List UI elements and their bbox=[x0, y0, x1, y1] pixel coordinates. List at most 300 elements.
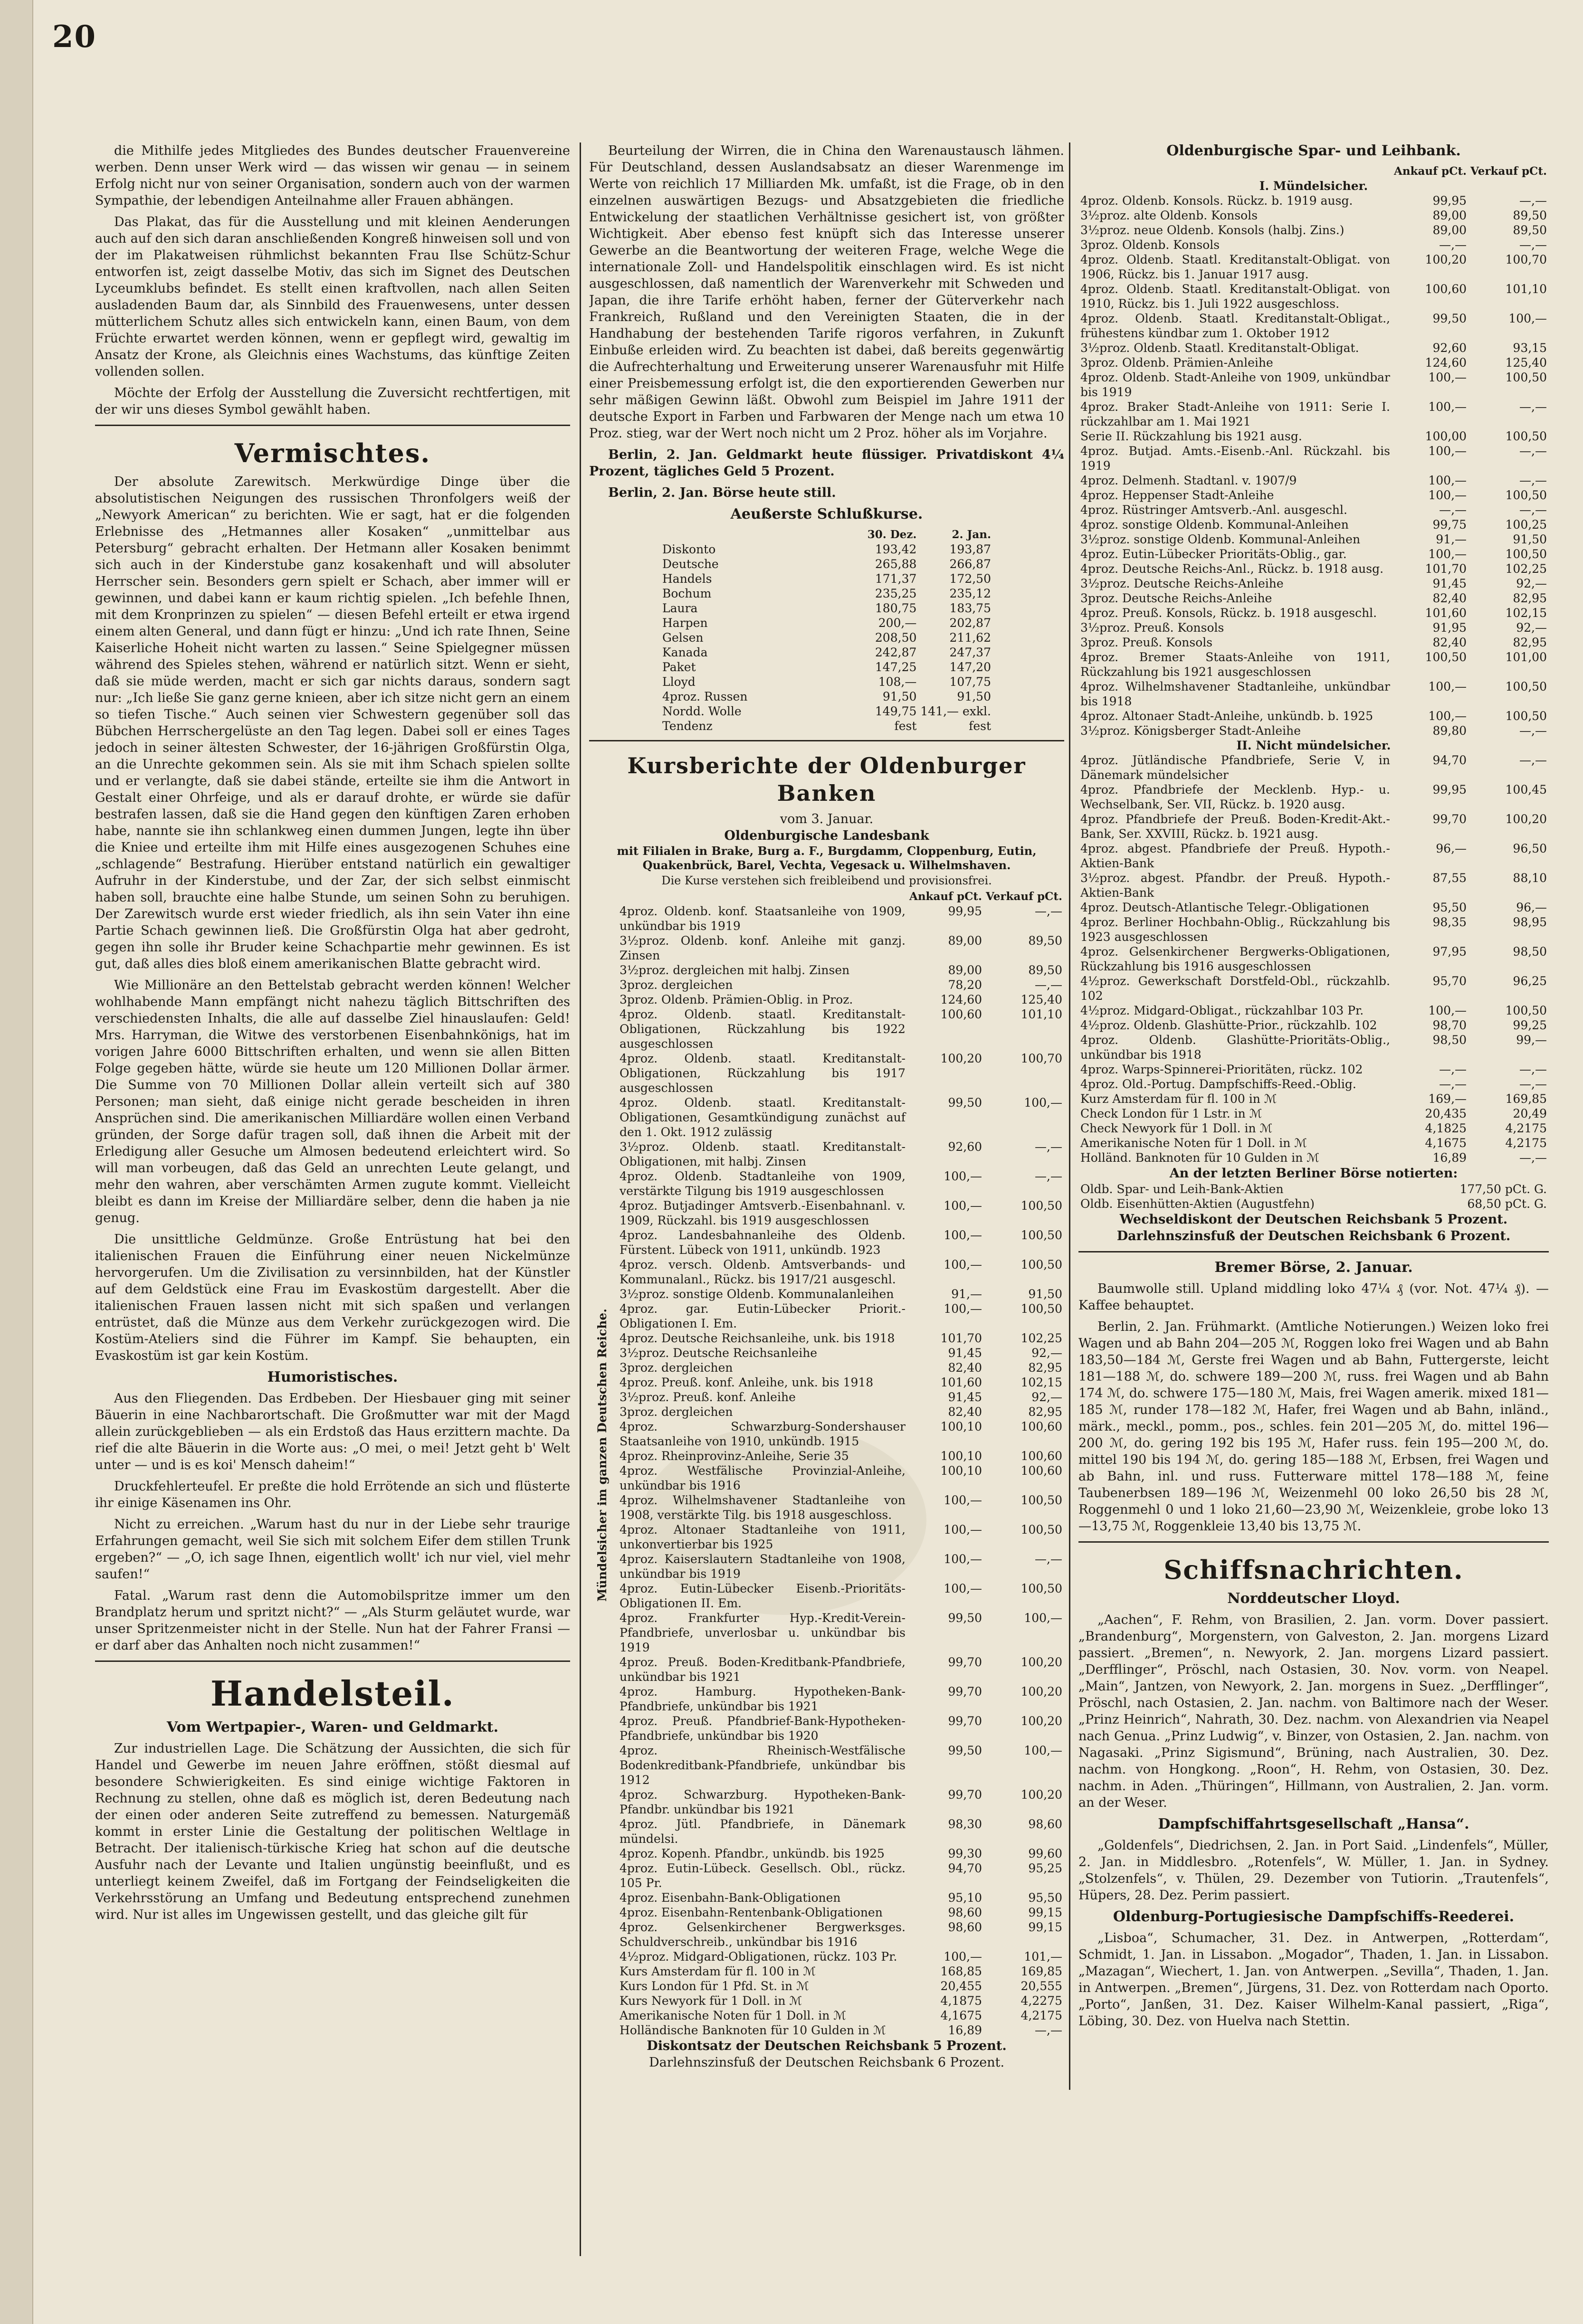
table-cell-value: 169,— bbox=[1428, 1092, 1467, 1106]
table-cell-value: 100,— bbox=[1428, 474, 1467, 487]
table-cell-value: 180,75 bbox=[875, 601, 917, 615]
table-cell-value: 171,37 bbox=[875, 572, 917, 586]
table-cell-label: 4proz. Altonaer Stadtanleihe von 1911, unkonvertierbar bis 1925 bbox=[620, 1523, 906, 1551]
table-cell-label: Holländische Banknoten für 10 Gulden in ℳ bbox=[620, 2023, 886, 2037]
table-row bbox=[1078, 591, 1549, 606]
table-row bbox=[1078, 1077, 1549, 1091]
table-cell-value: 100,— bbox=[944, 1169, 982, 1183]
table-cell-value: 124,60 bbox=[1425, 356, 1467, 370]
table-cell-value: 100,50 bbox=[1020, 1302, 1062, 1316]
bremen-para-1: Baumwolle still. Upland middling loko 47¼ ₰ (vor. Not. 47¼ ₰). — Kaffee behauptet. bbox=[1078, 1281, 1549, 1313]
col2-para-2: Berlin, 2. Jan. Geldmarkt heute flüssiger. Privatdiskont 4¼ Prozent, tägliches Geld 5 Prozent. bbox=[589, 447, 1064, 479]
muendelsicher-subheading: I. Mündelsicher. bbox=[1259, 179, 1368, 193]
table-cell-value: 99,30 bbox=[948, 1847, 982, 1860]
table-row bbox=[1078, 1003, 1549, 1018]
table-cell-value: 100,— bbox=[944, 1258, 982, 1271]
table-cell-value: 82,40 bbox=[948, 1405, 982, 1419]
lloyd-heading: Norddeutscher Lloyd. bbox=[1227, 1590, 1400, 1607]
berlin-boerse-table bbox=[1078, 1182, 1549, 1211]
table-row bbox=[1078, 871, 1549, 900]
table-cell-label: 3½proz. sonstige Oldenb. Kommunal-Anleihen bbox=[1080, 532, 1361, 546]
table-cell-label: 3proz. Deutsche Reichs-Anleihe bbox=[1080, 591, 1272, 605]
table-cell-value: 101,10 bbox=[1020, 1007, 1062, 1021]
table-cell-label: 4proz. Eutin-Lübecker Prioritäts-Oblig., gar. bbox=[1080, 547, 1347, 561]
table-header: 2. Jan. bbox=[952, 528, 991, 541]
table-cell-label: 4proz. Oldenb. Staatl. Kreditanstalt-Obligat., frühestens kündbar zum 1. Oktober 1912 bbox=[1080, 312, 1390, 340]
rotated-label-wrap bbox=[589, 889, 618, 2038]
table-header-row bbox=[1078, 164, 1549, 179]
table-row bbox=[618, 1198, 1064, 1228]
table-cell-value: 100,70 bbox=[1505, 253, 1547, 266]
table-cell-value: 141,— exkl. bbox=[920, 704, 991, 718]
table-cell-value: 100,70 bbox=[1020, 1052, 1062, 1065]
table-row bbox=[660, 689, 993, 704]
table-cell-value: 100,— bbox=[944, 1493, 982, 1507]
table-cell-value: 100,50 bbox=[1505, 547, 1547, 561]
table-cell-label: Harpen bbox=[662, 616, 708, 630]
table-cell-value: 100,00 bbox=[1425, 429, 1467, 443]
table-cell-value: 100,50 bbox=[1020, 1493, 1062, 1507]
table-row bbox=[618, 1228, 1064, 1257]
table-cell-value: 99,70 bbox=[948, 1655, 982, 1669]
table-cell-label: 4proz. Landesbahnanleihe des Oldenb. Fürstent. Lübeck von 1911, unkündb. 1923 bbox=[620, 1228, 906, 1257]
table-cell-value: 89,50 bbox=[1513, 209, 1547, 222]
table-cell-value: 99,50 bbox=[1432, 312, 1467, 325]
table-row bbox=[1078, 576, 1549, 591]
intro-para-1: die Mithilfe jedes Mitgliedes des Bundes deutscher Frauenvereine werben. Denn unser Werk wird — das wissen wir genau — in seinem Erfolg nicht nur von seiner Organisation, sondern auch von der warmen Sympathie, der lebendigen Anteilnahme aller Frauen abhängen. bbox=[95, 143, 570, 208]
table-cell-label: 3½proz. Deutsche Reichs-Anleihe bbox=[1080, 577, 1284, 590]
table-cell-value: 100,60 bbox=[1425, 282, 1467, 296]
table-row bbox=[618, 1949, 1064, 1964]
table-row bbox=[660, 616, 993, 630]
table-cell-label: Nordd. Wolle bbox=[662, 704, 742, 718]
table-cell-label: 4proz. Oldenb. Stadtanleihe von 1909, verstärkte Tilgung bis 1919 ausgeschlossen bbox=[620, 1169, 906, 1198]
table-cell-value: 4,1675 bbox=[940, 2009, 982, 2022]
table-cell-value: 100,— bbox=[1428, 547, 1467, 561]
table-cell-label: Tendenz bbox=[662, 719, 713, 733]
table-cell-value: 202,87 bbox=[949, 616, 991, 630]
table-cell-value: 100,— bbox=[1428, 1004, 1467, 1017]
table-cell-label: 3proz. dergleichen bbox=[620, 978, 733, 992]
table-row bbox=[660, 571, 993, 586]
table-row bbox=[1078, 223, 1549, 237]
table-cell-value: 100,50 bbox=[1020, 1228, 1062, 1242]
table-cell-label: 4proz. Deutsch-Atlantische Telegr.-Obligationen bbox=[1080, 901, 1370, 914]
table-cell-value: 100,50 bbox=[1505, 370, 1547, 384]
lloyd-text: „Aachen“, F. Rehm, von Brasilien, 2. Jan. vorm. Dover passiert. „Brandenburg“, Morgenstern, von Galveston, 2. Jan. morgens Lizard passiert. „Bremen“, n. Newyork, 2. Jan. morgens Lizard passiert. „Derfflinger“, Pröschl, nach Ostasien, 30. Nov. vorm. von Neapel. „Main“, Jantzen, von Newyork, 2. Jan. morgens in Suez. „Derfflinger“, Pröschl, nach Ostasien, 2. Jan. nachm. von Baltimore nach der Weser. „Prinz Heinrich“, Nahrath, 30. Dez. nachm. von Alexandrien via Neapel nach Genua. „Prinz Ludwig“, v. Binzer, von Ostasien, 2. Jan. nachm. von Nagasaki. „Prinz Sigismund“, Brüning, nach Australien, 30. Dez. nachm. von Hongkong. „Roon“, H. Rehm, von Ostasien, 30. Dez. nachm. in Aden. „Thüringen“, Hillmann, von Australien, 2. Jan. vorm. an der Weser. bbox=[1078, 1613, 1549, 1810]
table-row bbox=[618, 1979, 1064, 1993]
table-cell-value: 100,— bbox=[944, 1199, 982, 1213]
table-cell-value: 89,80 bbox=[1432, 724, 1467, 738]
section-rule bbox=[95, 1660, 570, 1662]
table-row bbox=[1078, 208, 1549, 223]
table-cell-label: Handels bbox=[662, 572, 712, 586]
table-cell-value: 91,50 bbox=[1028, 1287, 1062, 1301]
table-row bbox=[618, 1493, 1064, 1522]
table-cell-value: 93,15 bbox=[1513, 341, 1547, 355]
table-cell-value: 4,2175 bbox=[1020, 2009, 1062, 2022]
article-millionaere: Wie Millionäre an den Bettelstab gebracht werden können! Welcher wohlhabende Mann empfängt nicht nahezu täglich Bittschriften des verschiedensten Inhalts, die alle auf dasselbe Ziel hinauslaufen: Geld! Mrs. Harryman, die Witwe des verstorbenen Eisenbahnkönigs, hat im vorigen Jahre 6000 Bittschriften erhalten, und wenn sie allen Bitten Folge gegeben hätte, würde sie heute um 120 Millionen Dollar ärmer. Die Summe von 70 Millionen Dollar allein verteilt sich auf 380 Personen; man sieht, daß einige nicht gerade bescheiden in ihren Ansprüchen sind. Die amerikanischen Milliardäre wollen einen Verband gründen, der Sorge dafür tragen soll, daß ihnen die Arbeit mit der Erledigung aller Gesuche um Almosen bedeutend erleichtert wird. So will man vorbeugen, daß das Geld an unrechten Leute gelangt, und mehr den wahren, aber verschämten Armen zugute kommt. Vielleicht bleibt es dann im Kreise der Milliardäre selber, denn die haben ja nie genug. bbox=[95, 978, 570, 1225]
table-cell-value: 124,60 bbox=[940, 993, 982, 1006]
bremen-para-2: Berlin, 2. Jan. Frühmarkt. (Amtliche Notierungen.) Weizen loko frei Wagen und ab Bahn 204—205 ℳ, Roggen loko frei Wagen und ab Bahn 183,50—184 ℳ, Gerste frei Wagen und ab Bahn, Futtergerste, leicht 181—188 ℳ, do. schwere 189—200 ℳ, russ. frei Wagen und ab Bahn 174 ℳ, do. schwere 175—180 ℳ, Mais, frei Wagen amerik. mixed 181—185 ℳ, runder 178—182 ℳ, Hafer, frei Wagen und ab Bahn, inländ., märk., meckl., pomm., pos., schles. fein 201—205 ℳ, do. mittel 196—200 ℳ, do. gering 192 bis 195 ℳ, Hafer russ. fein 195—200 ℳ, do. mittel 190 bis 194 ℳ, do. gering 185—188 ℳ, Erbsen, frei Wagen und ab Bahn, inl. und russ. Futterware mittel 178—188 ℳ, feine Taubenerbsen 189—196 ℳ, Weizenmehl 00 loko 26,50 bis 28 ℳ, Roggenmehl 0 und 1 loko 21,60—23,90 ℳ, Weizenkleie, grobe loko 13—13,75 ℳ, Roggenkleie 13,40 bis 13,75 ℳ. bbox=[1078, 1319, 1549, 1534]
table-cell-value: 91,50 bbox=[882, 690, 917, 703]
table-cell-label: 4proz. Jütl. Pfandbriefe, in Dänemark mündelsi. bbox=[620, 1817, 906, 1846]
table-cell-label: 4proz. Schwarzburg-Sondershauser Staatsanleihe von 1910, unkündb. 1915 bbox=[620, 1420, 906, 1448]
table-row bbox=[618, 1522, 1064, 1552]
table-cell-value: 100,— bbox=[944, 1523, 982, 1537]
table-row bbox=[1078, 620, 1549, 635]
table-cell-value: 100,— bbox=[1024, 1611, 1062, 1625]
table-cell-label: 4proz. Eutin-Lübecker Eisenb.-Prioritäts-Obligationen II. Em. bbox=[620, 1582, 906, 1610]
table-row bbox=[1078, 1136, 1549, 1150]
table-cell-value: 89,00 bbox=[948, 963, 982, 977]
muendelsicher-rotated-label: Mündelsicher im ganzen Deutschen Reiche. bbox=[595, 1309, 609, 1602]
table-cell-label: 3proz. Oldenb. Konsols bbox=[1080, 238, 1220, 252]
table-cell-value: 100,10 bbox=[940, 1420, 982, 1433]
table-row bbox=[1078, 399, 1549, 429]
vermischtes-heading: Vermischtes. bbox=[234, 438, 431, 468]
table-row bbox=[618, 1463, 1064, 1493]
handel-para-1: Zur industriellen Lage. Die Schätzung der Aussichten, die sich für Handel und Gewerbe im neuen Jahre eröffnen, stößt diesmal auf besondere Schwierigkeiten. Es sind einige wichtige Faktoren in Rechnung zu stellen, ohne daß es möglich ist, deren Bedeutung nach der einen oder anderen Seite zutreffend zu bemessen. Naturgemäß kommt in erster Linie die Gestaltung der politischen Weltlage in Betracht. Der italienisch-türkische Krieg hat schon auf die deutsche Ausfuhr nach der Levante und Italien ungünstig beeinflußt, und es unterliegt keinem Zweifel, daß im Fortgang der Feindseligkeiten die Verkehrsstörung an Umfang und Bedeutung entsprechend zunehmen wird. Nur ist alles im Ungewissen gestellt, und das gleiche gilt für bbox=[95, 1741, 570, 1922]
darlehnszins: Darlehnszinsfuß der Deutschen Reichsbank 6 Prozent. bbox=[648, 2055, 1005, 2070]
table-cell-value: 101,70 bbox=[940, 1331, 982, 1345]
table-cell-label: 3½proz. Königsberger Stadt-Anleihe bbox=[1080, 724, 1301, 738]
column-2 bbox=[589, 142, 1064, 2232]
table-cell-value: fest bbox=[969, 719, 991, 733]
table-cell-value: 4,2275 bbox=[1020, 1994, 1062, 2008]
table-row bbox=[1078, 1018, 1549, 1033]
table-row bbox=[1078, 311, 1549, 341]
table-cell-value: 89,00 bbox=[1432, 223, 1467, 237]
table-cell-value: 82,40 bbox=[948, 1361, 982, 1375]
table-row bbox=[618, 1051, 1064, 1095]
table-cell-value: 82,40 bbox=[1432, 591, 1467, 605]
table-cell-value: 100,50 bbox=[1505, 709, 1547, 723]
table-cell-value: 169,85 bbox=[1505, 1092, 1547, 1106]
table-row bbox=[1078, 517, 1549, 532]
table-cell-value: 242,87 bbox=[875, 645, 917, 659]
table-cell-value: 91,95 bbox=[1432, 621, 1467, 635]
table-cell-label: 4proz. gar. Eutin-Lübecker Priorit.-Obligationen I. Em. bbox=[620, 1302, 906, 1330]
table-cell-label: Laura bbox=[662, 601, 698, 615]
table-cell-label: 3proz. dergleichen bbox=[620, 1361, 733, 1375]
table-cell-value: 100,— bbox=[1508, 312, 1547, 325]
table-cell-value: 88,10 bbox=[1513, 871, 1547, 885]
humor-para-4: Fatal. „Warum rast denn die Automobilspritze immer um den Brandplatz herum und spritzt nicht?“ — „Als Sturm geläutet wurde, war unser Spritzenmeister nicht in der Stelle. Nun hat der Fahrer Fransi — er darf aber das Anhalten noch nicht zusammen!“ bbox=[95, 1588, 570, 1653]
table-row bbox=[1078, 561, 1549, 576]
table-cell-value: 99,70 bbox=[1432, 812, 1467, 826]
table-cell-label: 4proz. Deutsche Reichsanleihe, unk. bis 1918 bbox=[620, 1331, 895, 1345]
table-cell-value: 82,95 bbox=[1028, 1405, 1062, 1419]
table-row bbox=[660, 630, 993, 645]
table-cell-label: 3½proz. dergleichen mit halbj. Zinsen bbox=[620, 963, 850, 977]
table-cell-value: 102,15 bbox=[1505, 606, 1547, 620]
table-cell-value: —,— bbox=[1519, 1062, 1547, 1076]
table-cell-label: 4proz. Westfälische Provinzial-Anleihe, unkündbar bis 1916 bbox=[620, 1464, 906, 1492]
table-row bbox=[1078, 650, 1549, 679]
table-row bbox=[660, 719, 993, 733]
table-cell-label: 4proz. Oldenb. Staatl. Kreditanstalt-Obligat. von 1906, Rückz. bis 1. Januar 1917 ausg. bbox=[1080, 253, 1390, 281]
table-cell-value: 89,50 bbox=[1028, 934, 1062, 948]
table-row bbox=[618, 1655, 1064, 1684]
table-cell-label: 4proz. Braker Stadt-Anleihe von 1911: Serie I. rückzahlbar am 1. Mai 1921 bbox=[1080, 400, 1390, 428]
handelsteil-heading: Handelsteil. bbox=[210, 1673, 455, 1714]
table-cell-value: 99,50 bbox=[948, 1744, 982, 1757]
table-header bbox=[1078, 164, 1392, 179]
table-cell-label: 3proz. Oldenb. Prämien-Oblig. in Proz. bbox=[620, 993, 853, 1006]
section-rule bbox=[95, 425, 570, 426]
table-cell-label: 4proz. Altonaer Stadt-Anleihe, unkündb. b. 1925 bbox=[1080, 709, 1373, 723]
column-3 bbox=[1078, 142, 1549, 2042]
table-header: Verkauf pCt. bbox=[986, 890, 1062, 903]
table-cell-value: 100,50 bbox=[1020, 1199, 1062, 1213]
table-cell-label: Deutsche bbox=[662, 557, 719, 571]
table-row bbox=[618, 1552, 1064, 1581]
table-cell-value: 4,1675 bbox=[1425, 1136, 1467, 1150]
table-row bbox=[618, 1375, 1064, 1390]
table-cell-label: Check Newyork für 1 Doll. in ℳ bbox=[1080, 1121, 1273, 1135]
table-cell-label: 4proz. Jütländische Pfandbriefe, Serie V, in Dänemark mündelsicher bbox=[1080, 753, 1390, 782]
table-row bbox=[1078, 1196, 1549, 1211]
table-cell-label: 4proz. Oldenb. staatl. Kreditanstalt-Obligationen, Gesamtkündigung zunächst auf den 1. Okt. 1912 zulässig bbox=[620, 1096, 906, 1139]
table-cell-value: 98,50 bbox=[1513, 945, 1547, 958]
table-row bbox=[618, 1301, 1064, 1331]
table-row bbox=[1078, 974, 1549, 1003]
table-row bbox=[618, 1684, 1064, 1714]
table-row bbox=[618, 1817, 1064, 1846]
table-cell-value: 235,12 bbox=[949, 587, 991, 600]
table-row bbox=[1078, 282, 1549, 311]
intro-para-2: Das Plakat, das für die Ausstellung und mit kleinen Aenderungen auch auf den sich daran anschließenden Kongreß hinweisen soll und von der im Plakatweisen rühmlichst bekannten Frau Ilse Schütz-Schur entworfen ist, zeigt dasselbe Motiv, das sich im Signet des Deutschen Lyceumklubs befindet. Es stellt einen kraftvollen, nach allen Seiten ausladenden Baum dar, als Sinnbild des Frauenwesens, unter dessen mütterlichem Schutz alles sich entwickeln kann, einen Baum, von dem Früchte erwartet werden können, wenn er gepflegt wird, gewaltig im Ansatz der Krone, als Gleichnis eines Wachstums, das künftige Zeiten vollenden sollen. bbox=[95, 215, 570, 379]
table-cell-value: 247,37 bbox=[949, 645, 991, 659]
table-cell-value: 99,70 bbox=[948, 1685, 982, 1698]
table-subhead-row bbox=[1078, 738, 1549, 753]
table-cell-label: 4proz. Kopenh. Pfandbr., unkündb. bis 1925 bbox=[620, 1847, 885, 1860]
table-cell-value: 89,50 bbox=[1513, 223, 1547, 237]
landesbank-kurs-table bbox=[618, 889, 1064, 2038]
table-cell-value: 96,25 bbox=[1513, 974, 1547, 988]
section-rule bbox=[1078, 1541, 1549, 1543]
table-cell-value: 20,435 bbox=[1425, 1107, 1467, 1120]
table-cell-value: 211,62 bbox=[949, 631, 991, 645]
table-cell-value: 100,— bbox=[944, 1228, 982, 1242]
table-row bbox=[1078, 1150, 1549, 1165]
table-header: Verkauf pCt. bbox=[1470, 165, 1547, 178]
table-cell-label: 4proz. Oldenb. Konsols. Rückz. b. 1919 ausg. bbox=[1080, 194, 1353, 208]
table-cell-value: —,— bbox=[1519, 194, 1547, 208]
table-cell-value: 98,35 bbox=[1432, 915, 1467, 929]
table-cell-value: 100,— bbox=[944, 1582, 982, 1595]
table-cell-value: 95,50 bbox=[1028, 1891, 1062, 1905]
table-row bbox=[1078, 944, 1549, 974]
table-row bbox=[618, 992, 1064, 1007]
table-row bbox=[618, 1169, 1064, 1198]
table-cell-value: —,— bbox=[1035, 978, 1062, 992]
table-cell-label: Amerikanische Noten für 1 Doll. in ℳ bbox=[1080, 1136, 1307, 1150]
table-cell-value: —,— bbox=[1519, 503, 1547, 517]
table-cell-value: 100,— bbox=[1428, 444, 1467, 458]
table-row bbox=[1078, 1062, 1549, 1077]
table-cell-value: 99,70 bbox=[948, 1714, 982, 1728]
table-cell-value: 68,50 pCt. G. bbox=[1467, 1197, 1547, 1211]
table-cell-label: 4proz. Eutin-Lübeck. Gesellsch. Obl., rückz. 105 Pr. bbox=[620, 1861, 906, 1890]
table-row bbox=[618, 1360, 1064, 1375]
table-cell-label: 4proz. Butjadinger Amtsverb.-Eisenbahnanl. v. 1909, Rückzahl. bis 1919 ausgeschlossen bbox=[620, 1199, 906, 1227]
table-cell-value: 100,10 bbox=[940, 1464, 982, 1478]
table-cell-value: 100,60 bbox=[940, 1007, 982, 1021]
table-cell-value: 100,50 bbox=[1020, 1523, 1062, 1537]
table-cell-value: 98,60 bbox=[948, 1906, 982, 1919]
table-row bbox=[1078, 1091, 1549, 1106]
table-row bbox=[618, 1611, 1064, 1655]
table-cell-label: Kurs London für 1 Pfd. St. in ℳ bbox=[620, 1979, 809, 1993]
table-cell-value: 92,— bbox=[1516, 621, 1547, 635]
table-cell-value: 89,50 bbox=[1028, 963, 1062, 977]
table-cell-label: 4proz. Oldenb. Glashütte-Prioritäts-Oblig., unkündbar bis 1918 bbox=[1080, 1033, 1390, 1062]
table-cell-value: 100,— bbox=[944, 1950, 982, 1964]
table-cell-label: 4proz. Rheinisch-Westfälische Bodenkreditbank-Pfandbriefe, unkündbar bis 1912 bbox=[620, 1744, 906, 1787]
table-cell-value: 82,95 bbox=[1028, 1361, 1062, 1375]
table-header bbox=[618, 889, 907, 904]
table-header: Ankauf pCt. bbox=[909, 890, 982, 903]
table-cell-value: —,— bbox=[1519, 444, 1547, 458]
table-row bbox=[1078, 635, 1549, 650]
table-cell-value: 95,25 bbox=[1028, 1861, 1062, 1875]
table-row bbox=[1078, 723, 1549, 738]
table-cell-value: —,— bbox=[1519, 724, 1547, 738]
table-cell-value: 125,40 bbox=[1505, 356, 1547, 370]
table-cell-label: 4proz. Bremer Staats-Anleihe von 1911, Rückzahlung bis 1921 ausgeschlossen bbox=[1080, 650, 1390, 679]
table-cell-value: fest bbox=[894, 719, 917, 733]
table-cell-label: Kurz Amsterdam für fl. 100 in ℳ bbox=[1080, 1092, 1277, 1106]
table-cell-value: 99,15 bbox=[1028, 1906, 1062, 1919]
table-row bbox=[618, 1287, 1064, 1301]
table-row bbox=[618, 1743, 1064, 1787]
table-cell-label: 4½proz. Oldenb. Glashütte-Prior., rückzahlb. 102 bbox=[1080, 1018, 1377, 1032]
table-cell-value: 82,95 bbox=[1513, 591, 1547, 605]
table-cell-value: 99,50 bbox=[948, 1096, 982, 1110]
table-cell-label: 4proz. Heppenser Stadt-Anleihe bbox=[1080, 488, 1274, 502]
table-cell-value: —,— bbox=[1519, 1151, 1547, 1165]
table-cell-label: 4proz. Hamburg. Hypotheken-Bank-Pfandbriefe, unkündbar bis 1921 bbox=[620, 1685, 906, 1713]
table-cell-value: 100,— bbox=[1428, 709, 1467, 723]
table-cell-value: 98,60 bbox=[948, 1920, 982, 1934]
table-cell-label: 4proz. Rüstringer Amtsverb.-Anl. ausgeschl. bbox=[1080, 503, 1347, 517]
nicht-muendelsicher-subheading: II. Nicht mündelsicher. bbox=[1236, 739, 1391, 752]
table-cell-value: 168,85 bbox=[940, 1964, 982, 1978]
table-cell-value: 266,87 bbox=[949, 557, 991, 571]
table-cell-value: 100,50 bbox=[1425, 650, 1467, 664]
table-row bbox=[660, 601, 993, 616]
table-cell-label: 4proz. Oldenb. staatl. Kreditanstalt-Obligationen, Rückzahlung bis 1922 ausgeschlossen bbox=[620, 1007, 906, 1051]
table-cell-value: 100,20 bbox=[1020, 1685, 1062, 1698]
table-cell-value: —,— bbox=[1519, 474, 1547, 487]
table-cell-value: 99,— bbox=[1516, 1033, 1547, 1047]
hansa-text: „Goldenfels“, Diedrichsen, 2. Jan. in Port Said. „Lindenfels“, Müller, 2. Jan. in Middlesbro. „Rotenfels“, W. Müller, 1. Jan. in Sydney. „Stolzenfels“, v. Thülen, 29. Dezember von Tutiorin. „Trautenfels“, Hüpers, 28. Dez. Perim passiert. bbox=[1078, 1838, 1549, 1903]
table-row bbox=[1078, 341, 1549, 355]
table-cell-label: 4proz. versch. Oldenb. Amtsverbands- und Kommunalanl., Rückz. bis 1917/21 ausgeschl. bbox=[620, 1258, 906, 1286]
kursberichte-date: vom 3. Januar. bbox=[780, 812, 874, 826]
table-row bbox=[618, 1449, 1064, 1463]
table-cell-value: 92,60 bbox=[1432, 341, 1467, 355]
table-cell-value: 100,50 bbox=[1505, 1004, 1547, 1017]
table-row bbox=[618, 1390, 1064, 1404]
table-cell-value: 169,85 bbox=[1020, 1964, 1062, 1978]
table-cell-value: 208,50 bbox=[875, 631, 917, 645]
table-cell-value: 100,— bbox=[1428, 370, 1467, 384]
table-cell-value: 95,70 bbox=[1432, 974, 1467, 988]
table-cell-value: 100,— bbox=[1428, 680, 1467, 693]
table-row bbox=[618, 1846, 1064, 1861]
table-cell-value: 100,— bbox=[944, 1552, 982, 1566]
table-cell-label: 4proz. Gelsenkirchener Bergwerksges. Schuldverschreib., unkündbar bis 1916 bbox=[620, 1920, 906, 1949]
table-cell-label: 3½proz. alte Oldenb. Konsols bbox=[1080, 209, 1258, 222]
table-row bbox=[660, 586, 993, 601]
table-cell-label: 4proz. Warps-Spinnerei-Prioritäten, rückz. 102 bbox=[1080, 1062, 1363, 1076]
table-cell-label: 4proz. Schwarzburg. Hypotheken-Bank-Pfandbr. unkündbar bis 1921 bbox=[620, 1788, 906, 1816]
table-cell-label: 4proz. Preuß. Konsols, Rückz. b. 1918 ausgeschl. bbox=[1080, 606, 1377, 620]
table-row bbox=[1078, 1033, 1549, 1062]
table-cell-value: 91,45 bbox=[948, 1390, 982, 1404]
sparbank-heading: Oldenburgische Spar- und Leihbank. bbox=[1166, 142, 1461, 159]
table-row bbox=[618, 1346, 1064, 1360]
table-cell-value: 100,60 bbox=[1020, 1420, 1062, 1433]
table-cell-label: 4proz. Preuß. Pfandbrief-Bank-Hypotheken-Pfandbriefe, unkündbar bis 1920 bbox=[620, 1714, 906, 1743]
table-header bbox=[660, 527, 861, 542]
article-zarewitsch: Der absolute Zarewitsch. Merkwürdige Dinge über die absolutistischen Neigungen des russischen Thronfolgers weiß der „Newyork American“ zu berichten. Wie er sagt, hat er die folgenden Erlebnisse des „Hetmannes aller Kosaken“ „unmittelbar aus Petersburg“ gebracht erhalten. Der Hetmann aller Kosaken benimmt sich auch in der Kinderstube ganz kosakenhaft und will absoluter Herrscher sein. Besonders gern spielt er Schach, aber immer will er gewinnen, und dabei kann er kaum richtig spielen. „Ich befehle Ihnen, mit dem Kronprinzen zu spielen“ — diesen Befehl erteilt er etwa irgend einem alten General, und dann fügt er hinzu: „Und ich rate Ihnen, Seine Kaiserliche Hoheit nicht warten zu lassen.“ Seine Spielgegner müssen während des Spieles stehen, während er natürlich sitzt. Wenn er sieht, daß sie müde werden, macht er sich gar nichts daraus, sondern sagt nur: „Ich ließe Sie ganz gerne knieen, aber ich sitze nicht gern an einem so tiefen Tische.“ Auch seinen vier Schwestern gegenüber soll das Bübchen Herrschergelüste an den Tag legen. Dabei soll er eines Tages jedoch in seiner ältesten Schwester, der 16-jährigen Großfürstin Olga, an die Unrechte gekommen sein. Als sie mit ihm Schach spielen sollte und er verlangte, daß sie dabei stände, erteilte sie ihm die Antwort in Gestalt einer Ohrfeige, und als er darauf drohte, er würde sie dafür bestrafen lassen, daß sie die Hand gegen den künftigen Zaren erhoben habe, nannte sie ihn schlankweg einen dummen Jungen, legte ihn über die Kniee und erteilte ihm mit Hilfe eines ausgezogenen Schuhes eine „schlagende“ Bestrafung. Hierüber entstand natürlich ein gewaltiger Aufruhr in der Kinderstube, und der Zar, der sich selbst einmischt haben soll, brauchte eine halbe Stunde, um seinen Sohn zu beruhigen. Der Zarewitsch wurde erst wieder friedlich, als ihn sein Vater ihn eine Partie Schach gewinnen ließ. Die Großfürstin Olga hat aber gedroht, gegen ihn solle ihr Bruder keine Schachpartie mehr gewinnen. Es ist gut, daß alles dies bloß einem amerikanischen Blatte gebracht wird. bbox=[95, 474, 570, 971]
table-row bbox=[1078, 488, 1549, 503]
table-cell-label: 3½proz. abgest. Pfandbr. der Preuß. Hypoth.-Aktien-Bank bbox=[1080, 871, 1390, 900]
landesbank-name: Oldenburgische Landesbank bbox=[724, 828, 929, 843]
schiffsnachrichten-heading: Schiffsnachrichten. bbox=[1163, 1555, 1464, 1585]
table-cell-value: 102,25 bbox=[1505, 562, 1547, 576]
table-cell-label: 4proz. Butjad. Amts.-Eisenb.-Anl. Rückzahl. bis 1919 bbox=[1080, 444, 1390, 473]
table-cell-value: 100,20 bbox=[1425, 253, 1467, 266]
table-cell-label: 3½proz. Oldenb. Staatl. Kreditanstalt-Obligat. bbox=[1080, 341, 1359, 355]
table-cell-value: 107,75 bbox=[949, 675, 991, 689]
table-cell-value: 100,20 bbox=[1020, 1788, 1062, 1802]
table-row bbox=[618, 1920, 1064, 1949]
table-cell-label: Holländ. Banknoten für 10 Gulden in ℳ bbox=[1080, 1151, 1320, 1165]
table-row bbox=[1078, 503, 1549, 517]
table-cell-value: 82,95 bbox=[1513, 636, 1547, 649]
table-cell-label: 3proz. Oldenb. Prämien-Anleihe bbox=[1080, 356, 1273, 370]
table-cell-label: 4proz. Pfandbriefe der Preuß. Boden-Kredit-Akt.-Bank, Ser. XXVIII, Rückz. b. 1921 ausg. bbox=[1080, 812, 1390, 841]
table-cell-value: 100,20 bbox=[1020, 1655, 1062, 1669]
table-cell-value: —,— bbox=[1519, 1077, 1547, 1091]
table-cell-value: 100,50 bbox=[1020, 1258, 1062, 1271]
table-cell-value: 265,88 bbox=[875, 557, 917, 571]
table-row bbox=[618, 1404, 1064, 1419]
table-cell-label: 4proz. Kaiserslautern Stadtanleihe von 1908, unkündbar bis 1919 bbox=[620, 1552, 906, 1581]
table-cell-value: 147,20 bbox=[949, 660, 991, 674]
table-cell-value: 100,60 bbox=[1020, 1464, 1062, 1478]
table-cell-value: 101,70 bbox=[1425, 562, 1467, 576]
page-number: 20 bbox=[52, 19, 97, 55]
table-cell-value: —,— bbox=[1519, 753, 1547, 767]
humor-para-2: Druckfehlerteufel. Er preßte die hold Errötende an sich und flüsterte ihr einige Käsenamen ins Ohr. bbox=[95, 1479, 570, 1510]
table-cell-value: 98,95 bbox=[1513, 915, 1547, 929]
table-cell-label: 4½proz. Midgard-Obligat., rückzahlbar 103 Pr. bbox=[1080, 1004, 1364, 1017]
table-cell-value: 172,50 bbox=[949, 572, 991, 586]
table-row bbox=[618, 1007, 1064, 1051]
table-cell-value: 92,— bbox=[1031, 1346, 1062, 1360]
binding-margin bbox=[0, 0, 33, 2324]
table-cell-value: 99,95 bbox=[1432, 783, 1467, 797]
table-cell-value: 101,10 bbox=[1505, 282, 1547, 296]
diskontsatz: Diskontsatz der Deutschen Reichsbank 5 Prozent. bbox=[647, 2039, 1007, 2053]
table-row bbox=[1078, 547, 1549, 561]
